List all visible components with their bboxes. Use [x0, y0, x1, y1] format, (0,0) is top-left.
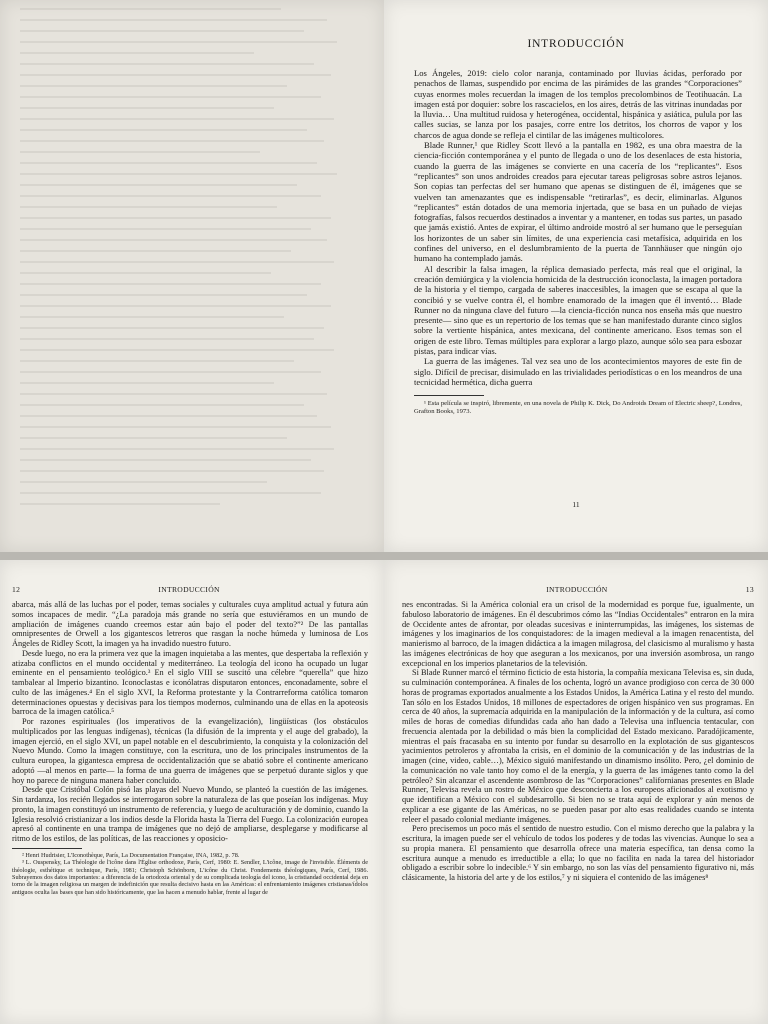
paragraph: Blade Runner,¹ que Ridley Scott llevó a la pantalla en 1982, es una obra maestra de la ciencia-ficción contemporánea y el punto de llegada o uno de los desenlaces de esta historia, cuando la guerra de las imágenes se convierte en una cacería de los “replicantes”. Esos “replicantes” son unos androides creados para ejecutar tareas peligrosas sobre astros lejanos. Son copias tan perfectas del ser humano que apenas se distinguen de él, imágenes que se vuelven tan amenazantes que es indispensable “retirarlas”, es decir, eliminarlas. Algunos “replicantes” están dotados de una memoria injertada, que se basa en un puñado de viejas fotografías, falsos recuerdos destinados a inventar y a mantener, en todas sus partes, un pasado que jamás existió. Antes de expirar, el último androide mostró al ser humano que le perseguían los horizontes de un saber sin límites, de una experiencia casi metafísica, adquirida en los confines del universo, en el deslumbramiento de la puerta de Tannhäuser que ningún ojo humano ha contemplado jamás. — [414, 140, 742, 264]
page-number: 13 — [745, 585, 754, 594]
page-13 — [384, 560, 768, 1024]
paragraph: Al describir la falsa imagen, la réplica demasiado perfecta, más real que el original, la creación demiúrgica y la violencia homicida de la destrucción iconoclasta, la imagen portadora de la historia y el tiempo, cargada de saberes inaccesibles, la imagen que se escapa al que la concibió y se vuelve contra él, el hombre enamorado de la imagen que él inventó… Blade Runner no da ninguna clave del futuro —la ciencia-ficción nunca nos enseña más que nuestro presente— sino que es un repertorio de los temas que se han manifestado durante cinco siglos sobre la vertiente hispánica, antes mexicana, del continente americano. Esos temas son el origen de este libro. Temas múltiples para explorar a largo plazo, aunque sólo sea para esbozar pistas, para indicar vías. — [414, 263, 742, 357]
paragraph: Desde que Cristóbal Colón pisó las playas del Nuevo Mundo, se planteó la cuestión de las imágenes. Sin tardanza, los recién llegados se interrogaron sobre la naturaleza de las que poseían los indígenas. Muy pronto, la imagen constituyó un instrumento de referencia, y luego de aculturación y de dominio, cuando la Iglesia resolvió cristianizar a los indios desde la Florida hasta la Tierra del Fuego. La colonización europea apresó al continente en una trampa de imágenes que no dejó de ampliarse, desplegarse y modificarse al ritmo de los estilos, de las políticas, de las reacciones y oposicio- — [12, 785, 368, 843]
body-text — [402, 600, 754, 883]
body-text — [414, 68, 742, 416]
running-head — [12, 585, 370, 594]
running-head — [396, 585, 754, 594]
page-number: 11 — [572, 500, 580, 509]
body-text — [12, 600, 368, 896]
footnote-divider — [414, 395, 484, 396]
paragraph: Por razones espirituales (los imperativos de la evangelización), lingüísticas (los obstáculos multiplicados por las lenguas indígenas), técnicas (la difusión de la imprenta y el auge del grabado), la imagen ejerció, en el siglo XVI, un papel notable en el descubrimiento, la conquista y la colonización del Nuevo Mundo. Como la imagen constituye, con la escritura, uno de los principales instrumentos de la cultura europea, la gigantesca empresa de occidentalización que se abatió sobre el continente americano adoptó —al menos en parte— la forma de una guerra de imágenes que se perpetuó durante siglos y que hoy no parece de ninguna manera haber concluido. — [12, 717, 368, 785]
page-12 — [0, 560, 384, 1024]
paragraph: Pero precisemos un poco más el sentido de nuestro estudio. Con el mismo derecho que la palabra y la escritura, la imagen puede ser el vehículo de todos los poderes y de todas las vivencias. Aunque lo sea a su propia manera. El pensamiento que desarrolla ofrece una materia específica, tan densa como la escritura aunque a menudo es irreductible a ella; lo que no facilita en nada la tarea del historiador obligado a escribir sobre lo indecible.⁶ Y sin embargo, no son las vías del pensamiento figurativo ni, más clásicamente, la historia del arte y de los estilos,⁷ y ni siquiera el contenido de las imágenes⁸ — [402, 824, 754, 882]
paragraph: Los Ángeles, 2019: cielo color naranja, contaminado por lluvias ácidas, perforado por penachos de llamas, suspendido por encima de las pirámides de las grandes “Corporaciones” cuyas enormes moles recuerdan la imagen de los templos precolombinos de Teotihuacán. La imagen está por doquier: sobre los rascacielos, en los aires, detrás de las vitrinas inundadas por la lluvia… Una multitud ruidosa y heterogénea, occidental, hispánica y asiática, pulula por las calles sucias, se lanza por los pasajes, corre entre los detritos, los chorros de vapor y los charcos de agua donde se refleja el cintilar de las imágenes multicolores. — [414, 68, 742, 140]
running-head-title: INTRODUCCIÓN — [158, 585, 220, 594]
footnote-divider — [12, 848, 82, 849]
paragraph: nes encontradas. Si la América colonial era un crisol de la modernidad es porque fue, igualmente, un fabuloso laboratorio de imágenes. En él descubrimos cómo las “Indias Occidentales” entraron en la mira de Occidente antes de afrontar, por oleadas sucesivas e ininterrumpidas, las imágenes, los sistemas de imágenes y los imaginarios de los conquistadores: de la imagen medieval a la imagen renacentista, del manierismo al barroco, de la imagen didáctica a la imagen milagrosa, del clasicismo al muralismo y hasta las imágenes electrónicas de hoy que aseguran a los mexicanos, por una inversión asombrosa, un rango excepcional en los imperios planetarios de la televisión. — [402, 600, 754, 668]
blank-page — [0, 0, 384, 552]
paragraph: abarca, más allá de las luchas por el poder, temas sociales y culturales cuya amplitud actual y futura aún somos incapaces de medir. “¿La paradoja más grande no sería que estuviéramos en un mundo de ampliación de imágenes cuando creemos estar aún bajo el poder del texto?”² De las pantallas omnipresentes de Orwell a los gigantescos letreros que rasgan la noche húmeda y luminosa de Los Ángeles de Ridley Scott, la imagen ya ha invadido nuestro futuro. — [12, 600, 368, 648]
page-number: 12 — [12, 585, 21, 594]
footnote: ³ L. Ouspensky, La Théologie de l'icône dans l'Église orthodoxe, París, Cerf, 1980: E. Sendler, L'icône, image de l'invisible. Éléments de théologie, esthétique et technique, París, 1981; Christoph Schönborn, L'icône du Christ. Fondements théologiques, París, Cerf, 1986. Subrayemos dos datos importantes: a diferencia de la ortodoxia oriental y de su complicada teología del icono, la cristiandad occidental deja en torno de la imagen religiosa un margen de indefinición que resulta decisivo hasta en las Américas: el enfrentamiento imágenes cristianas/ídolos antiguos oculta las bases que han sido históricamente, que las hacen a menudo hablar, frente al lugar de — [12, 859, 368, 896]
page-11 — [384, 0, 768, 552]
chapter-title: INTRODUCCIÓN — [527, 38, 625, 50]
paragraph: Si Blade Runner marcó el término ficticio de esta historia, la compañía mexicana Televisa es, sin duda, su culminación contemporánea. A finales de los ochenta, logró un avance prodigioso con cerca de 30 000 horas de programas exportados anualmente a los Estados Unidos, la América Latina y el resto del mundo. Tan sólo en los Estados Unidos, 18 millones de espectadores de origen hispánico ven sus programas. En cerca de 40 años, la supremacía adquirida en la manipulación de la información y de la cultura, así como miles de horas de comedias difundidas cada año han dado a Televisa una influencia tentacular, con frecuencia alentada por la debilidad o más bien la complicidad del Estado mexicano. Paradójicamente, mientras el país fracasaba en su intento por fundar su desarrollo en la explotación de sus gigantescos yacimientos petroleros y afrontaba la crisis, en el dominio de la comunicación y de las industrias de la imagen (cine, video, cable…), México siguió manifestando un dinamismo insólito. Pero, ¿el dominio de la comunicación no vale tanto hoy como el de la energía, y la guerra de las imágenes tanto como la del petróleo? Sin alcanzar el ascendente asombroso de las “Corporaciones” californianas presentes en Blade Runner, Televisa revela un rostro de México que desconcierta a los europeos aficionados al exotismo y que identifican a México con el subdesarrollo. Si bien no se trata aquí de explorar y aún menos de explicar a ese gigante de las Américas, no se pueden pasar por alto esas realidades cuando se intenta releer el pasado colonial mediante imágenes. — [402, 668, 754, 824]
paragraph: La guerra de las imágenes. Tal vez sea uno de los acontecimientos mayores de este fin de siglo. Difícil de precisar, disimulado en las trivialidades periodísticas o en los meandros de una tecnicidad hermética, dicha guerra — [414, 356, 742, 387]
running-head-title: INTRODUCCIÓN — [546, 585, 608, 594]
show-through-text — [20, 8, 354, 542]
footnote: ¹ Esta película se inspiró, libremente, en una novela de Philip K. Dick, Do Androids Dream of Electric sheep?, Londres, Grafton Books, 1973. — [414, 400, 742, 416]
footnote: ² Henri Hudrisier, L'Iconothèque, París, La Documentation Française, INA, 1982, p. 78. — [22, 851, 240, 859]
paragraph: Desde luego, no era la primera vez que la imagen inquietaba a las mentes, que despertaba la reflexión y atizaba conflictos en el mundo occidental y mediterráneo. La teología del icono ha ocupado un lugar eminente en el pensamiento teológico.³ En el siglo VIII se suscitó una célebre “querella” que hizo tambalear al Imperio bizantino. Iconoclastas e iconólatras disputaron entonces, enconadamente, sobre el culto de las imágenes.⁴ En el siglo XVI, la Reforma protestante y la Contrarreforma católica tomaron determinaciones opuestas y decisivas para los tiempos modernos, culminando una de ellas en la apoteosis barroca de la imagen católica.⁵ — [12, 648, 368, 717]
